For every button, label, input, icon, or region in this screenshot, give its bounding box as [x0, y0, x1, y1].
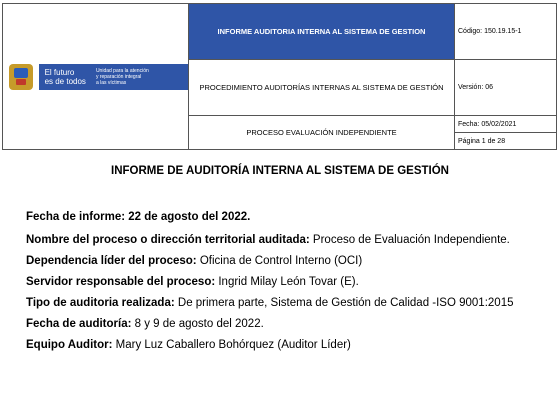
unit-name-text: Unidad para la atención y reparación integral a las víctimas	[95, 67, 149, 86]
logo-cell	[3, 4, 189, 150]
document-date: Fecha: 05/02/2021	[455, 116, 557, 133]
field-responsible-officer: Servidor responsable del proceso: Ingrid Milay León Tovar (E).	[26, 276, 359, 288]
field-audit-type: Tipo de auditoria realizada: De primera parte, Sistema de Gestión de Calidad -ISO 9001:2015	[26, 297, 514, 309]
report-fields	[26, 210, 536, 359]
header-process: PROCESO EVALUACIÓN INDEPENDIENTE	[189, 116, 455, 150]
page-number: Página 1 de 28	[455, 133, 557, 150]
field-audit-team: Equipo Auditor: Mary Luz Caballero Bohórquez (Auditor Líder)	[26, 339, 351, 351]
document-version: Versión: 06	[455, 60, 557, 116]
coat-of-arms-icon	[9, 64, 33, 90]
document-code: Código: 150.19.15-1	[455, 4, 557, 60]
field-report-date: Fecha de informe: 22 de agosto del 2022.	[26, 211, 251, 223]
document-header-table	[2, 3, 557, 150]
institution-logo	[3, 64, 188, 90]
field-lead-unit: Dependencia líder del proceso: Oficina de Control Interno (OCI)	[26, 255, 363, 267]
field-audited-process: Nombre del proceso o dirección territorial auditada: Proceso de Evaluación Independiente.	[26, 234, 510, 246]
document-title: INFORME DE AUDITORÍA INTERNA AL SISTEMA DE GESTIÓN	[111, 165, 449, 177]
brand-banner	[39, 64, 188, 90]
header-procedure: PROCEDIMIENTO AUDITORÍAS INTERNAS AL SISTEMA DE GESTIÓN	[189, 60, 455, 116]
field-audit-date: Fecha de auditoría: 8 y 9 de agosto del 2022.	[26, 318, 264, 330]
brand-text: El futuro es de todos	[44, 67, 86, 86]
header-title: INFORME AUDITORIA INTERNA AL SISTEMA DE GESTION	[189, 4, 455, 60]
